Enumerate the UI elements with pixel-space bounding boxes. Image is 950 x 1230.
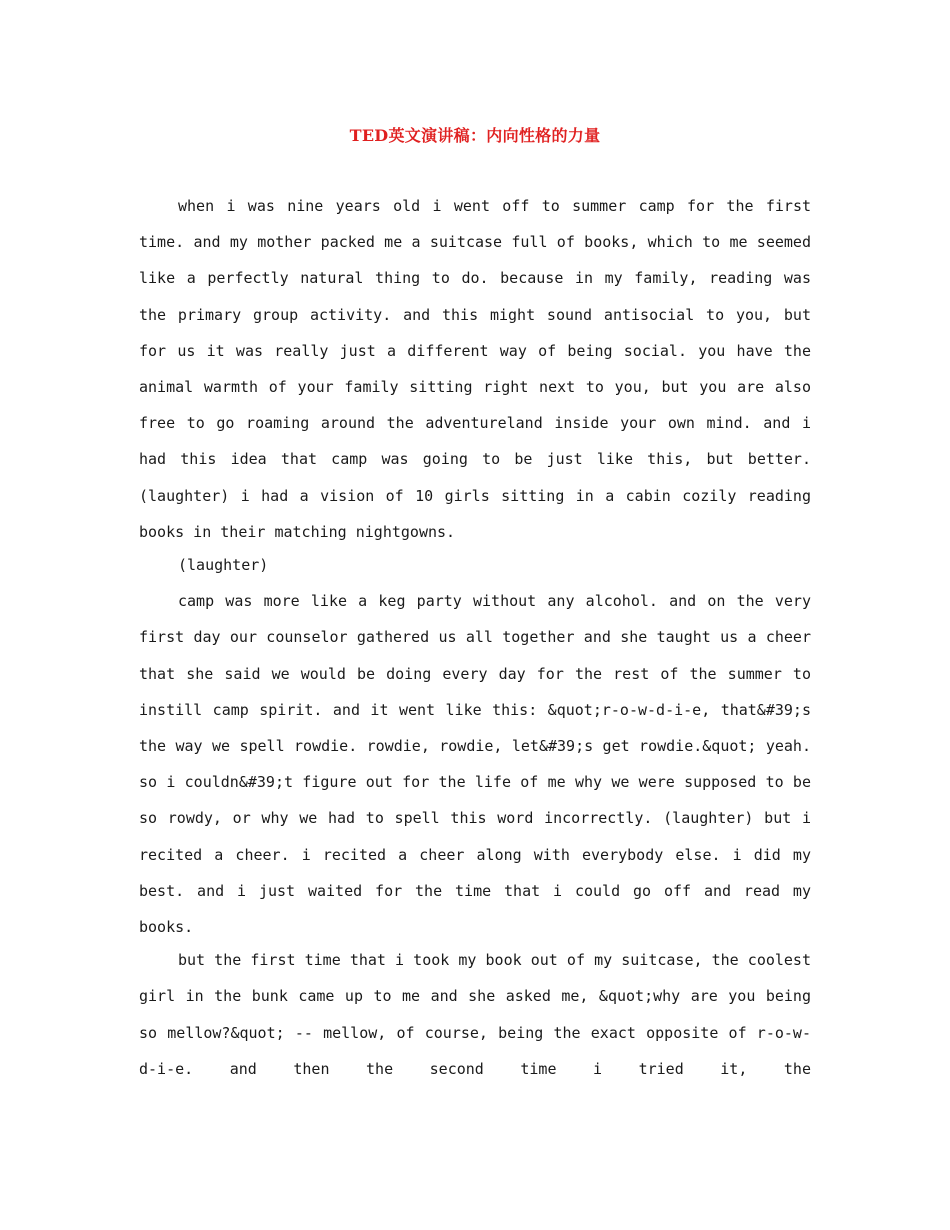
paragraph-summer-camp: when i was nine years old i went off to summer camp for the first time. and my mother packed me a suitcase full of books, which to me seemed like a perfectly natural thing to do. because in my family, reading was the primary group activity. and this might sound antisocial to you, but for us it was really just a different way of being social. you have the animal warmth of your family sitting right next to you, but you are also free to go roaming around the adventureland inside your own mind. and i had this idea that camp was going to be just like this, but better. (laughter) i had a vision of 10 girls sitting in a cabin cozily reading books in their matching nightgowns. bbox=[139, 197, 811, 541]
paragraph-first-book: but the first time that i took my book out of my suitcase, the coolest girl in the bunk came up to me and she asked me, &quot;why are you being so mellow?&quot; -- mellow, of course, being the exact opposite of r-o-w-d-i-e. and then the second time i tried it, the bbox=[139, 951, 811, 1078]
paragraph-laughter: (laughter) bbox=[178, 556, 269, 575]
document-title: TED英文演讲稿：内向性格的力量 bbox=[349, 126, 601, 145]
paragraph-camp-cheer: camp was more like a keg party without any alcohol. and on the very first day our counselor gathered us all together and she taught us a cheer that she said we would be doing every day for the rest of the summer to instill camp spirit. and it went like this: &quot;r-o-w-d-i-e, that&#39;s the way we spell rowdie. rowdie, rowdie, let&#39;s get rowdie.&quot; yeah. so i couldn&#39;t figure out for the life of me why we were supposed to be so rowdy, or why we had to spell this word incorrectly. (laughter) but i recited a cheer. i recited a cheer along with everybody else. i did my best. and i just waited for the time that i could go off and read my books. bbox=[139, 592, 811, 937]
document-body bbox=[139, 188, 811, 1087]
